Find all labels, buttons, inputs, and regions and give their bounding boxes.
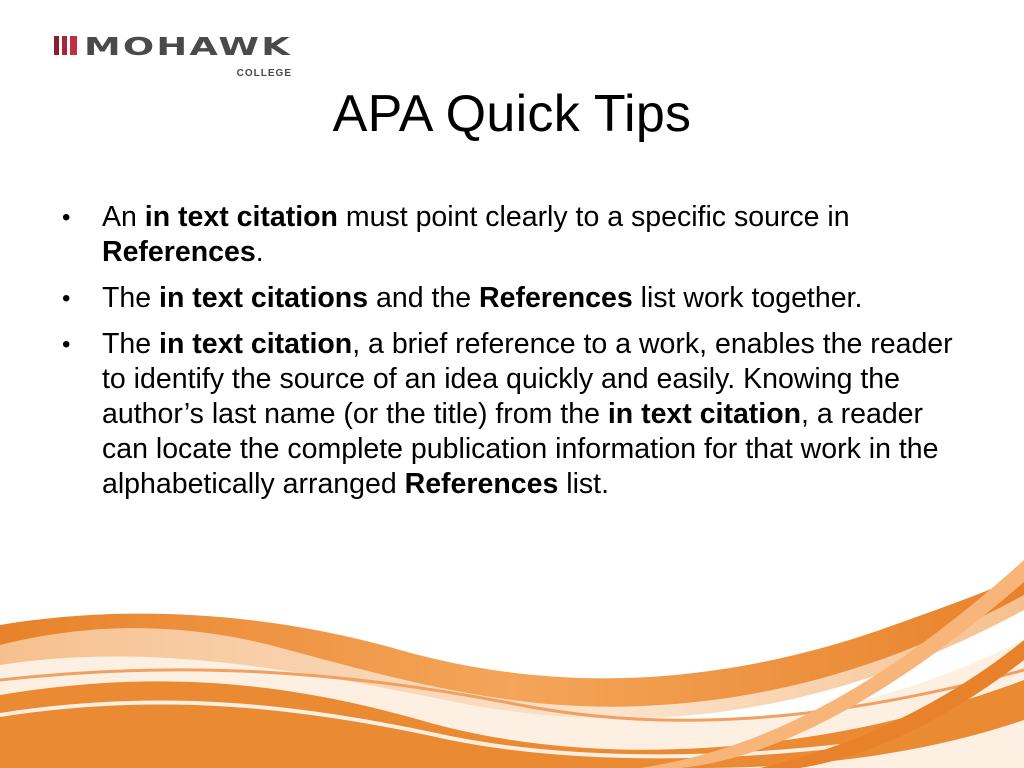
bullet-text-segment: The — [102, 282, 160, 314]
bullet-text-segment: An — [102, 201, 145, 233]
logo-wordmark: MOHAWK — [84, 34, 293, 61]
bullet-text-segment: The — [102, 328, 160, 360]
logo-bar-2 — [62, 36, 67, 55]
bullet-text-bold: References — [404, 468, 559, 500]
bullet-glyph: • — [62, 331, 71, 358]
bullet-glyph: • — [62, 204, 71, 231]
bullet-text-segment: . — [255, 236, 264, 268]
bullet-glyph: • — [62, 285, 71, 312]
bullet-text — [102, 327, 967, 502]
bullet-text — [102, 281, 862, 316]
bullet-list — [62, 200, 967, 513]
bullet-text-segment: list work together. — [632, 282, 863, 314]
logo-bar-3 — [70, 36, 77, 55]
logo-subtext: COLLEGE — [236, 68, 292, 79]
bullet-text-bold: in text citation — [607, 398, 802, 430]
bullet-item — [62, 200, 967, 270]
bullet-text-segment: must point clearly to a specific source in — [337, 201, 850, 233]
bullet-text-bold: References — [479, 282, 633, 314]
bullet-text-bold: in text citation — [159, 328, 353, 360]
bullet-text-bold: References — [102, 236, 256, 268]
bullet-text-segment: and the — [368, 282, 480, 314]
orange-swoosh-decoration — [0, 520, 1024, 768]
bullet-item — [62, 281, 967, 316]
bullet-text-segment: list. — [558, 468, 609, 500]
slide-title: APA Quick Tips — [332, 85, 692, 143]
bullet-text-bold: in text citation — [144, 201, 338, 233]
logo-bar-1 — [54, 36, 59, 55]
bullet-text-segment: , a reader can locate the complete publication information for that work in the alphabetically arranged — [102, 398, 939, 500]
bullet-item — [62, 327, 967, 502]
bullet-text-bold: in text citations — [159, 282, 369, 314]
bullet-text — [102, 200, 967, 270]
mohawk-college-logo — [54, 34, 296, 80]
bullet-text-segment: , a brief reference to a work, enables the reader to identify the source of an idea quickly and easily. Knowing the author’s last name (or the title) from the — [102, 328, 953, 430]
